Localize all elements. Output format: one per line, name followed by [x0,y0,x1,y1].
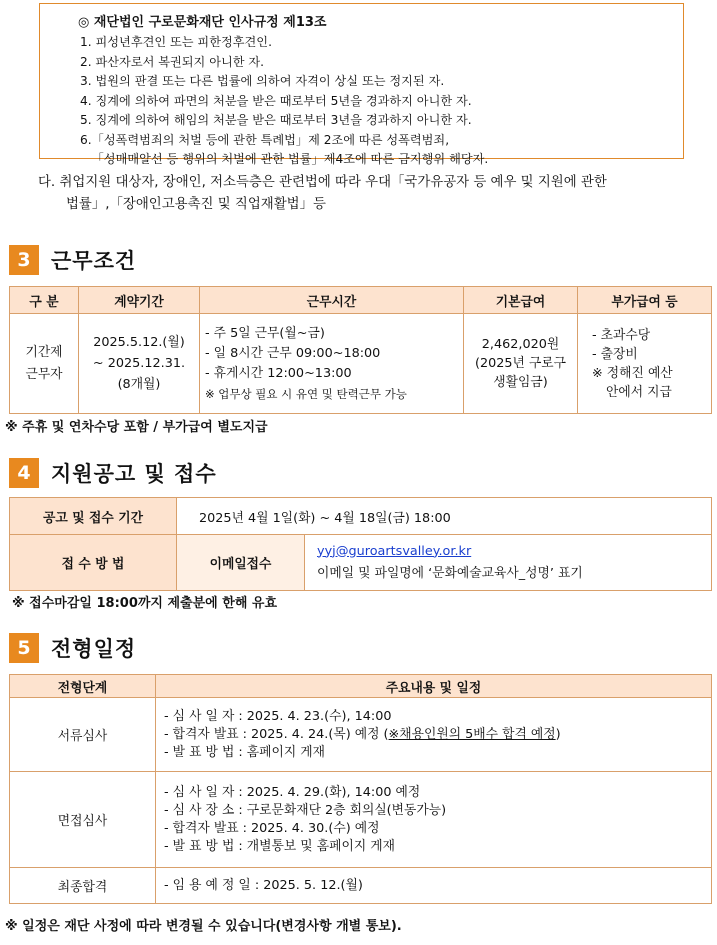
detail-line: - 발 표 방 법 : 홈페이지 게재 [164,744,326,760]
base-pay-line: 생활임금) [493,375,548,390]
employment-type-line: 기간제 [25,344,63,360]
section-title: 전형일정 [51,637,137,661]
section-number: 5 [9,633,39,663]
col-header: 구 분 [10,287,79,314]
base-pay-cell [464,314,578,414]
extra-pay-line: 안에서 지급 [606,384,672,400]
detail-line: - 임 용 예 정 일 : 2025. 5. 12.(월) [164,877,363,893]
regulation-item: 4. 징계에 의하여 파면의 처분을 받은 때로부터 5년을 경과하지 아니한 자. [80,93,472,108]
method-label: 접 수 방 법 [10,535,177,591]
detail-line: - 합격자 발표 : 2025. 4. 30.(수) 예정 [164,820,380,836]
section-3-footnote: ※ 주휴 및 연차수당 포함 / 부가급여 별도지급 [5,420,268,435]
application-table [9,497,712,591]
regulation-item: 「성매매알선 등 행위의 처벌에 관한 법률」제4조에 따른 금지행위 해당자. [80,152,489,166]
detail-line: - 발 표 방 법 : 개별통보 및 홈페이지 게재 [164,838,395,854]
work-hours-line: - 일 8시간 근무 09:00~18:00 [205,345,381,361]
extra-pay-cell [578,314,712,414]
base-pay-line: (2025년 구로구 [474,356,567,371]
regulation-item: 1. 피성년후견인 또는 피한정후견인. [80,35,272,49]
period-value: 2025년 4월 1일(화) ~ 4월 18일(금) 18:00 [177,498,712,535]
extra-pay-line: - 출장비 [592,346,638,362]
col-header: 계약기간 [79,287,200,314]
detail-text: - 합격자 발표 : 2025. 4. 24.(목) 예정 ( [164,726,389,742]
base-pay-line: 2,462,020원 [481,337,560,352]
regulation-item: 3. 법원의 판결 또는 다른 법률에 의하여 자격이 상실 또는 정지된 자. [80,74,445,88]
regulation-list [80,33,488,170]
col-header: 주요내용 및 일정 [156,675,712,698]
stage-cell: 최종합격 [10,868,156,904]
work-hours-cell [200,314,464,414]
col-header: 근무시간 [200,287,464,314]
regulation-item: 5. 징계에 의하여 해임의 처분을 받은 때로부터 3년을 경과하지 아니한 자. [80,113,472,127]
detail-line: - 심 사 장 소 : 구로문화재단 2층 회의실(변동가능) [164,802,447,818]
employment-type-cell [10,314,79,414]
preference-note [38,172,708,216]
work-conditions-table [9,286,712,414]
section-5-footnote: ※ 일정은 재단 사정에 따라 변경될 수 있습니다(변경사항 개별 통보). [5,919,402,934]
stage-cell: 면접심사 [10,772,156,868]
stage-detail-cell [156,772,712,868]
detail-line [164,726,705,744]
contract-period-line: (8개월) [117,377,161,392]
contract-period-line: ~ 2025.12.31. [92,356,186,371]
section-title: 근무조건 [51,249,137,273]
regulation-box [39,3,684,166]
col-header: 기본급여 [464,287,578,314]
work-hours-line: - 휴게시간 12:00~13:00 [205,365,352,381]
section-number: 3 [9,245,39,275]
detail-text: ) [555,726,561,742]
regulation-item: 2. 파산자로서 복권되지 아니한 자. [80,54,265,69]
section-title: 지원공고 및 접수 [51,462,217,486]
method-note: 이메일 및 파일명에 ‘문화예술교육사_성명’ 표기 [317,565,583,581]
section-5-header [9,633,136,663]
col-header: 전형단계 [10,675,156,698]
work-hours-line: ※ 업무상 필요 시 유연 및 탄력근무 가능 [205,386,407,401]
contract-period-line: 2025.5.12.(월) [93,335,185,350]
method-detail-cell [305,535,712,591]
stage-detail-cell [156,868,712,904]
section-number: 4 [9,458,39,488]
section-4-footnote: ※ 접수마감일 18:00까지 제출분에 한해 유효 [12,596,278,611]
preference-note-line1: 다. 취업지원 대상자, 장애인, 저소득층은 관련법에 따라 우대「국가유공자 등 예우 및 지원에 관한 [38,175,607,190]
work-hours-line: - 주 5일 근무(월~금) [205,325,325,341]
highlight-text: ※채용인원의 5배수 합격 예정 [388,726,556,742]
schedule-table [9,674,712,904]
period-label: 공고 및 접수 기간 [10,498,177,535]
email-link[interactable]: yyj@guroartsvalley.or.kr [317,543,472,559]
method-type: 이메일접수 [177,535,305,591]
stage-detail-cell [156,698,712,772]
stage-cell: 서류심사 [10,698,156,772]
detail-line: - 심 사 일 자 : 2025. 4. 23.(수), 14:00 [164,708,392,724]
preference-note-line2: 법률」,「장애인고용촉진 및 직업재활법」등 [66,197,326,212]
col-header: 부가급여 등 [578,287,712,314]
contract-period-cell [79,314,200,414]
extra-pay-line: - 초과수당 [592,327,651,343]
regulation-title: ◎ 재단법인 구로문화재단 인사규정 제13조 [78,15,327,30]
section-4-header [9,458,217,488]
detail-line: - 심 사 일 자 : 2025. 4. 29.(화), 14:00 예정 [164,784,421,800]
regulation-item: 6.「성폭력범죄의 처벌 등에 관한 특례법」제 2조에 따른 성폭력범죄, [80,132,450,147]
employment-type-line: 근무자 [25,366,63,382]
section-3-header [9,245,136,275]
extra-pay-line: ※ 정해진 예산 [592,365,673,381]
